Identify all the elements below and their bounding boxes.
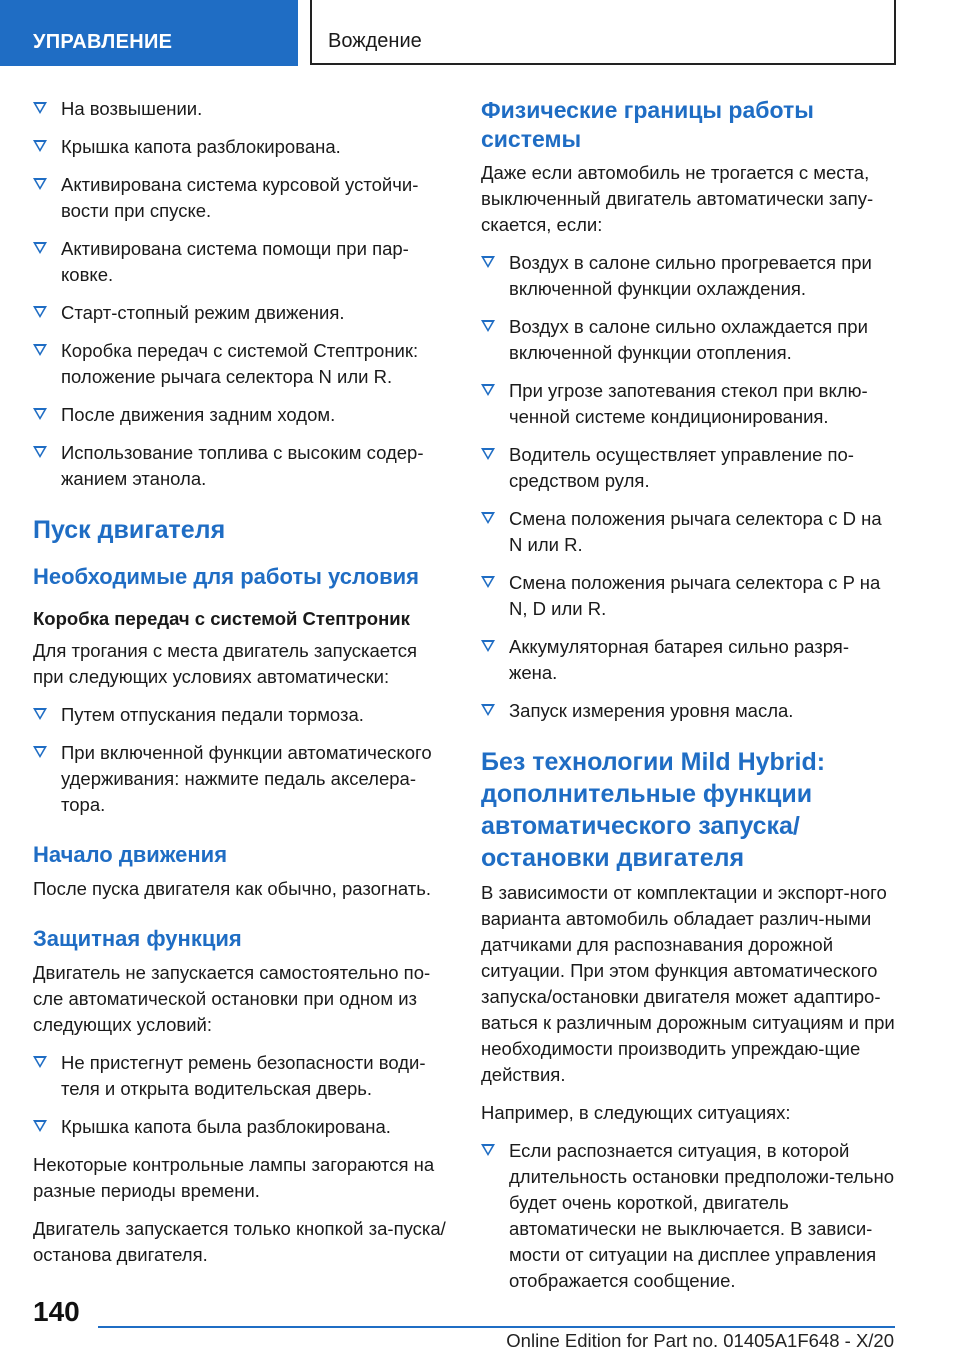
paragraph-protection: Двигатель не запускается самостоятельно по-сле автоматической остановки при одном из следующих условий: [33,962,431,1035]
list-item [33,740,447,818]
triangle-bullet-icon [481,576,495,588]
list-item [33,236,447,288]
list-item-text: Смена положения рычага селектора с D на N или R. [509,508,882,555]
list-item-text: При угрозе запотевания стекол при вклю-ченной системе кондиционирования. [509,380,868,427]
paragraph-start-button: Двигатель запускается только кнопкой за-пуска/останова двигателя. [33,1218,446,1265]
triangle-bullet-icon [481,640,495,652]
heading-drive-off: Начало движения [33,842,228,867]
list-item-text: Использование топлива с высоким содер-жанием этанола. [61,442,424,489]
triangle-bullet-icon [481,448,495,460]
triangle-bullet-icon [33,102,47,114]
paragraph-mild-hybrid: В зависимости от комплектации и экспорт-ного варианта автомобиль обладает различ-ными датчиками для распознавания дорожной ситуации. При этом функция автоматического запуска/остановки двигателя может адаптиро-ваться к различным дорожным ситуациям и при необходимости производить упреждаю-щие действия. [481,882,895,1085]
list-item-text: Смена положения рычага селектора с P на N, D или R. [509,572,881,619]
list-item-text: Аккумуляторная батарея сильно разря-жена. [509,636,849,683]
triangle-bullet-icon [481,1144,495,1156]
triangle-bullet-icon [33,140,47,152]
list-item [481,570,895,622]
paragraph-steptronic: Для трогания с места двигатель запускается при следующих условиях автоматически: [33,640,417,687]
list-item-text: Запуск измерения уровня масла. [509,700,794,721]
list-item [481,506,895,558]
triangle-bullet-icon [481,256,495,268]
list-item-text: При включенной функции автоматического удерживания: нажмите педаль акселера-тора. [61,742,432,815]
triangle-bullet-icon [481,384,495,396]
triangle-bullet-icon [33,746,47,758]
triangle-bullet-icon [33,1056,47,1068]
list-item-text: Крышка капота была разблокирована. [61,1116,391,1137]
list-item [33,96,447,122]
triangle-bullet-icon [33,708,47,720]
triangle-bullet-icon [481,512,495,524]
triangle-bullet-icon [33,344,47,356]
list-item-text: Воздух в салоне сильно охлаждается при включенной функции отопления. [509,316,868,363]
list-item [33,172,447,224]
triangle-bullet-icon [33,306,47,318]
footer-edition: Online Edition for Part no. 01405A1F648 - X/20 [506,1330,894,1351]
triangle-bullet-icon [481,704,495,716]
list-item [33,134,447,160]
list-item [481,250,895,302]
list-item [33,440,447,492]
list-item-text: Коробка передач с системой Стептроник: положение рычага селектора N или R. [61,340,419,387]
protection-list [33,1050,447,1140]
triangle-bullet-icon [33,446,47,458]
list-item [481,442,895,494]
right-column [481,96,895,1306]
list-item [33,702,447,728]
heading-steptronic: Коробка передач с системой Стептроник [33,608,410,629]
triangle-bullet-icon [33,242,47,254]
list-item-text: Старт-стопный режим движения. [61,302,345,323]
heading-system-limits: Физические границы работы системы [481,97,814,152]
list-item [481,314,895,366]
chapter-header [310,0,896,65]
list-item-text: Не пристегнут ремень безопасности води-теля и открыта водительская дверь. [61,1052,426,1099]
left-column [33,96,447,1280]
paragraph-example: Например, в следующих ситуациях: [481,1102,791,1123]
list-item-text: На возвышении. [61,98,203,119]
list-item-text: Если распознается ситуация, в которой длительность остановки предположи-тельно будет очень короткой, двигатель автоматически не выключается. В зависи-мости от ситуации на дисплее управления отображается сообщение. [509,1140,895,1291]
triangle-bullet-icon [33,1120,47,1132]
triangle-bullet-icon [481,320,495,332]
heading-conditions: Необходимые для работы условия [33,564,419,589]
list-item-text: Водитель осуществляет управление по-средством руля. [509,444,854,491]
paragraph-system-limits: Даже если автомобиль не трогается с места, выключенный двигатель автоматически запу-скается, если: [481,162,874,235]
list-item-text: Воздух в салоне сильно прогревается при включенной функции охлаждения. [509,252,872,299]
paragraph-drive-off: После пуска двигателя как обычно, разогнать. [33,878,432,899]
intro-list [33,96,447,492]
heading-engine-start: Пуск двигателя [33,516,226,544]
list-item [481,1138,895,1294]
heading-mild-hybrid: Без технологии Mild Hybrid: дополнительные функции автоматического запуска/ остановки двигателя [481,748,826,872]
list-item [33,1050,447,1102]
footer-divider [98,1326,895,1328]
section-tab [0,0,298,66]
list-item-text: Путем отпускания педали тормоза. [61,704,364,725]
example-list [481,1138,895,1294]
list-item [33,1114,447,1140]
limits-list [481,250,895,724]
heading-protection: Защитная функция [33,926,242,951]
list-item-text: После движения задним ходом. [61,404,336,425]
triangle-bullet-icon [33,178,47,190]
list-item [33,300,447,326]
paragraph-lamps: Некоторые контрольные лампы загораются на разные периоды времени. [33,1154,435,1201]
list-item [481,378,895,430]
steptronic-list [33,702,447,818]
list-item-text: Активирована система помощи при пар-ковке. [61,238,409,285]
page-number: 140 [33,1296,80,1327]
list-item [33,338,447,390]
list-item [33,402,447,428]
section-title: УПРАВЛЕНИЕ [33,31,173,53]
list-item [481,698,895,724]
chapter-title: Вождение [328,30,422,52]
list-item-text: Крышка капота разблокирована. [61,136,341,157]
list-item-text: Активирована система курсовой устойчи-вости при спуске. [61,174,419,221]
triangle-bullet-icon [33,408,47,420]
list-item [481,634,895,686]
